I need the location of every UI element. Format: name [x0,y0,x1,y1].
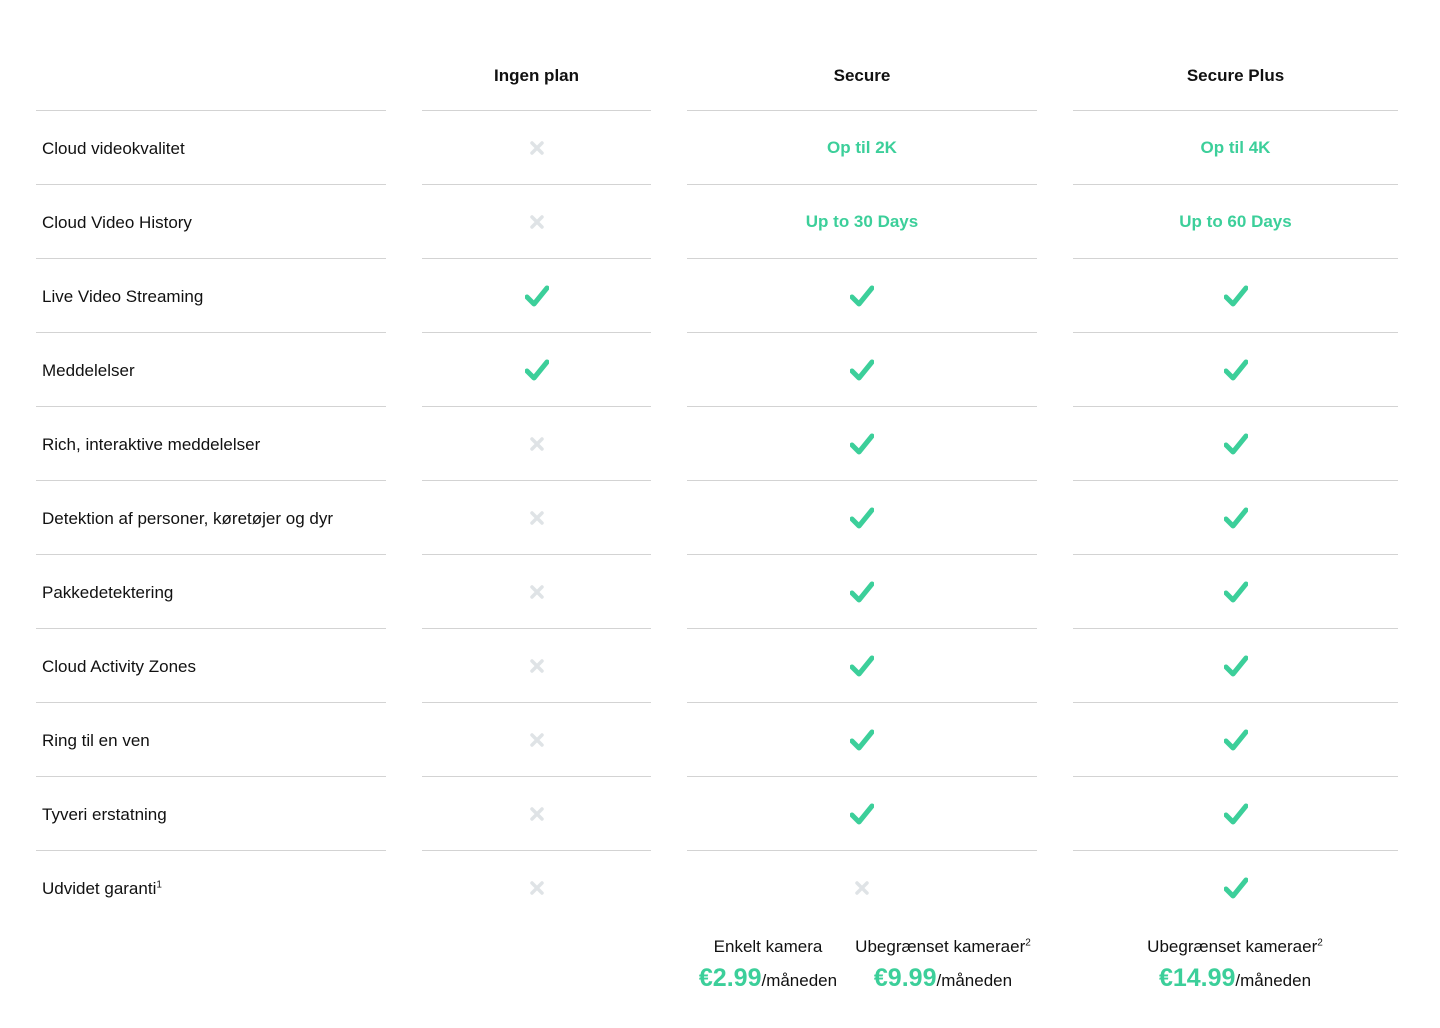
cross-icon [529,806,545,822]
price-amount: €14.99 [1158,964,1236,992]
price-amount: €2.99 [698,964,762,992]
checkmark-icon [850,729,874,751]
column-header-secure-plus: Secure Plus [1186,66,1285,85]
feature-label-text: Pakkedetektering [42,583,174,602]
cell-secure [687,407,1037,481]
feature-label-text: Ring til en ven [42,731,150,750]
footnote-marker: 2 [1025,937,1031,949]
feature-label-text: Tyveri erstatning [42,805,167,824]
cell-plus [1073,629,1398,703]
feature-label-text: Cloud videokvalitet [42,139,185,158]
cross-icon [529,880,545,896]
checkmark-icon [1224,433,1248,455]
cell-value-text: Up to 60 Days [1179,212,1292,231]
cell-none [422,111,651,185]
footnote-marker: 1 [156,879,162,891]
cell-plus [1073,407,1398,481]
feature-label-udvidet-garanti [42,877,162,901]
cell-none [422,703,651,777]
row-divider [36,628,386,629]
feature-label-ring-til-en-ven [42,729,150,753]
row-divider [36,110,386,111]
row-divider [36,406,386,407]
cell-none [422,629,651,703]
column-header-secure: Secure [833,66,891,85]
cell-none [422,407,651,481]
feature-label-cloud-videokvalitet [42,137,185,161]
feature-label-cloud-video-history [42,211,192,235]
cell-secure [687,703,1037,777]
checkmark-icon [1224,655,1248,677]
checkmark-icon [1224,877,1248,899]
cross-icon [529,584,545,600]
feature-label-text: Detektion af personer, køretøjer og dyr [42,509,334,528]
cross-icon [529,658,545,674]
feature-label-text: Live Video Streaming [42,287,204,306]
price-caption [1125,934,1345,960]
cell-plus [1073,851,1398,925]
price-line [833,962,1053,998]
row-divider [36,332,386,333]
checkmark-icon [1224,581,1248,603]
cell-plus [1073,111,1398,185]
cell-plus [1073,777,1398,851]
cell-none [422,555,651,629]
checkmark-icon [1224,507,1248,529]
cell-none [422,481,651,555]
feature-label-rich-interaktive-meddelelser [42,433,260,457]
price-option [1125,934,1345,998]
feature-label-text: Cloud Activity Zones [42,657,197,676]
cross-icon [529,732,545,748]
cell-plus [1073,185,1398,259]
price-caption-text: Ubegrænset kameraer [855,937,1026,956]
cross-icon [529,510,545,526]
checkmark-icon [850,803,874,825]
price-period: /måneden [761,971,838,990]
price-caption-text: Ubegrænset kameraer [1147,937,1318,956]
cell-plus [1073,333,1398,407]
cell-secure [687,555,1037,629]
price-line [1125,962,1345,998]
checkmark-icon [525,285,549,307]
cell-value-text: Op til 4K [1200,138,1271,157]
checkmark-icon [850,285,874,307]
feature-label-text: Cloud Video History [42,213,192,232]
column-header-ingen-plan: Ingen plan [494,66,579,85]
row-divider [36,184,386,185]
checkmark-icon [850,359,874,381]
cell-plus [1073,703,1398,777]
feature-label-tyveri-erstatning [42,803,167,827]
price-amount: €9.99 [873,964,937,992]
feature-label-detektion-af-personer-køretøjer-og-dyr [42,507,333,531]
cell-none [422,185,651,259]
checkmark-icon [1224,729,1248,751]
checkmark-icon [525,359,549,381]
feature-label-text: Rich, interaktive meddelelser [42,435,261,454]
checkmark-icon [1224,803,1248,825]
footnote-marker: 2 [1317,937,1323,949]
price-caption [833,934,1053,960]
feature-label-live-video-streaming [42,285,203,309]
cell-value-text: Up to 30 Days [805,212,919,231]
row-divider [36,258,386,259]
row-divider [36,480,386,481]
price-period: /måneden [1235,971,1312,990]
checkmark-icon [850,581,874,603]
cross-icon [529,214,545,230]
cell-secure [687,333,1037,407]
cell-secure [687,259,1037,333]
checkmark-icon [850,655,874,677]
cell-secure [687,481,1037,555]
cross-icon [529,436,545,452]
feature-label-text: Meddelelser [42,361,135,380]
cell-plus [1073,259,1398,333]
checkmark-icon [850,507,874,529]
checkmark-icon [850,433,874,455]
cell-secure [687,629,1037,703]
cell-plus [1073,555,1398,629]
cell-plus [1073,481,1398,555]
cell-secure [687,111,1037,185]
feature-label-cloud-activity-zones [42,655,196,679]
cell-none [422,777,651,851]
cell-secure [687,851,1037,925]
cell-value-text: Op til 2K [827,138,897,157]
cell-secure [687,185,1037,259]
cell-none [422,333,651,407]
price-period: /måneden [936,971,1013,990]
cell-none [422,851,651,925]
cross-icon [854,880,870,896]
feature-label-text: Udvidet garanti [42,879,157,898]
row-divider [36,850,386,851]
checkmark-icon [1224,285,1248,307]
feature-label-meddelelser [42,359,135,383]
cell-none [422,259,651,333]
row-divider [36,554,386,555]
cross-icon [529,140,545,156]
checkmark-icon [1224,359,1248,381]
cell-secure [687,777,1037,851]
price-caption-text: Enkelt kamera [713,937,823,956]
row-divider [36,702,386,703]
feature-label-pakkedetektering [42,581,173,605]
price-option [833,934,1053,998]
row-divider [36,776,386,777]
